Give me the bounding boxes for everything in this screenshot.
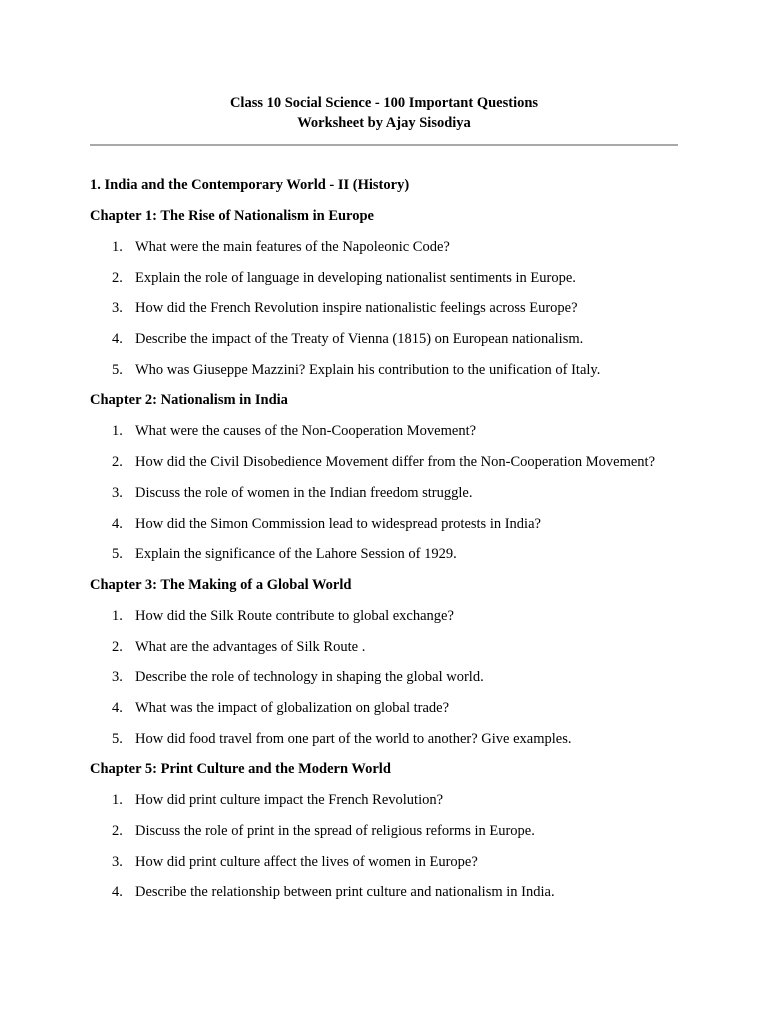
question-number: 4. <box>112 515 123 532</box>
question-item <box>90 267 690 298</box>
question-number: 3. <box>112 669 123 686</box>
question-number: 2. <box>112 269 123 286</box>
question-text: Explain the significance of the Lahore Session of 1929. <box>135 546 457 563</box>
question-text: How did the Silk Route contribute to global exchange? <box>135 607 454 624</box>
question-text: What were the causes of the Non-Cooperation Movement? <box>135 423 477 440</box>
question-number: 1. <box>112 792 123 809</box>
question-number: 3. <box>112 300 123 317</box>
question-number: 3. <box>112 853 123 870</box>
chapter-heading: Chapter 1: The Rise of Nationalism in Europe <box>90 208 374 224</box>
question-item <box>90 851 690 882</box>
question-item <box>90 820 690 851</box>
question-number: 5. <box>112 730 123 747</box>
question-text: How did the Civil Disobedience Movement differ from the Non-Cooperation Movement? <box>135 454 656 471</box>
question-item <box>90 605 690 636</box>
question-item <box>90 451 690 482</box>
title-line-2: Worksheet by Ajay Sisodiya <box>297 115 471 131</box>
question-text: Explain the role of language in developing nationalist sentiments in Europe. <box>135 269 576 286</box>
document-title <box>0 93 768 133</box>
question-text: What were the main features of the Napoleonic Code? <box>135 239 450 255</box>
question-list <box>90 789 690 912</box>
question-item <box>90 482 690 513</box>
question-item <box>90 297 690 328</box>
question-number: 4. <box>112 699 123 716</box>
question-text: How did food travel from one part of the world to another? Give examples. <box>135 730 572 747</box>
question-item <box>90 697 690 728</box>
question-text: What was the impact of globalization on global trade? <box>135 699 450 716</box>
question-text: Describe the impact of the Treaty of Vienna (1815) on European nationalism. <box>135 331 584 348</box>
question-list <box>90 605 690 758</box>
question-number: 5. <box>112 546 123 563</box>
question-number: 1. <box>112 607 123 624</box>
question-number: 1. <box>112 239 123 255</box>
title-divider <box>90 144 678 146</box>
title-line-1: Class 10 Social Science - 100 Important Questions <box>229 95 539 111</box>
question-number: 5. <box>112 361 123 378</box>
chapter-heading: Chapter 2: Nationalism in India <box>90 392 288 409</box>
question-item <box>90 636 690 667</box>
question-text: Who was Giuseppe Mazzini? Explain his contribution to the unification of Italy. <box>135 361 601 378</box>
question-list <box>90 236 690 389</box>
question-item <box>90 881 690 912</box>
question-item <box>90 543 690 574</box>
question-text: How did the Simon Commission lead to widespread protests in India? <box>135 515 541 532</box>
question-text: How did print culture impact the French Revolution? <box>135 792 444 809</box>
question-number: 4. <box>112 331 123 348</box>
question-item <box>90 666 690 697</box>
question-text: How did the French Revolution inspire nationalistic feelings across Europe? <box>135 300 578 317</box>
question-number: 2. <box>112 823 123 839</box>
worksheet-content <box>90 174 690 912</box>
chapter-list <box>90 205 690 912</box>
question-item <box>90 789 690 820</box>
question-item <box>90 236 690 267</box>
question-item <box>90 513 690 544</box>
question-text: Discuss the role of women in the Indian freedom struggle. <box>135 484 473 501</box>
question-number: 2. <box>112 638 123 655</box>
question-item <box>90 328 690 359</box>
question-item <box>90 359 690 390</box>
question-list <box>90 420 690 573</box>
question-number: 4. <box>112 884 123 901</box>
question-text: What are the advantages of Silk Route . <box>135 638 366 655</box>
question-text: Describe the relationship between print culture and nationalism in India. <box>135 884 555 901</box>
chapter-heading: Chapter 5: Print Culture and the Modern World <box>90 761 391 778</box>
question-number: 3. <box>112 484 123 501</box>
chapter-heading: Chapter 3: The Making of a Global World <box>90 576 352 593</box>
question-number: 1. <box>112 423 123 440</box>
question-number: 2. <box>112 454 123 471</box>
question-item <box>90 728 690 759</box>
question-text: Describe the role of technology in shaping the global world. <box>135 669 484 686</box>
question-item <box>90 420 690 451</box>
section-heading: 1. India and the Contemporary World - II (History) <box>90 177 410 193</box>
question-text: How did print culture affect the lives of women in Europe? <box>135 853 478 870</box>
question-text: Discuss the role of print in the spread of religious reforms in Europe. <box>135 823 535 839</box>
